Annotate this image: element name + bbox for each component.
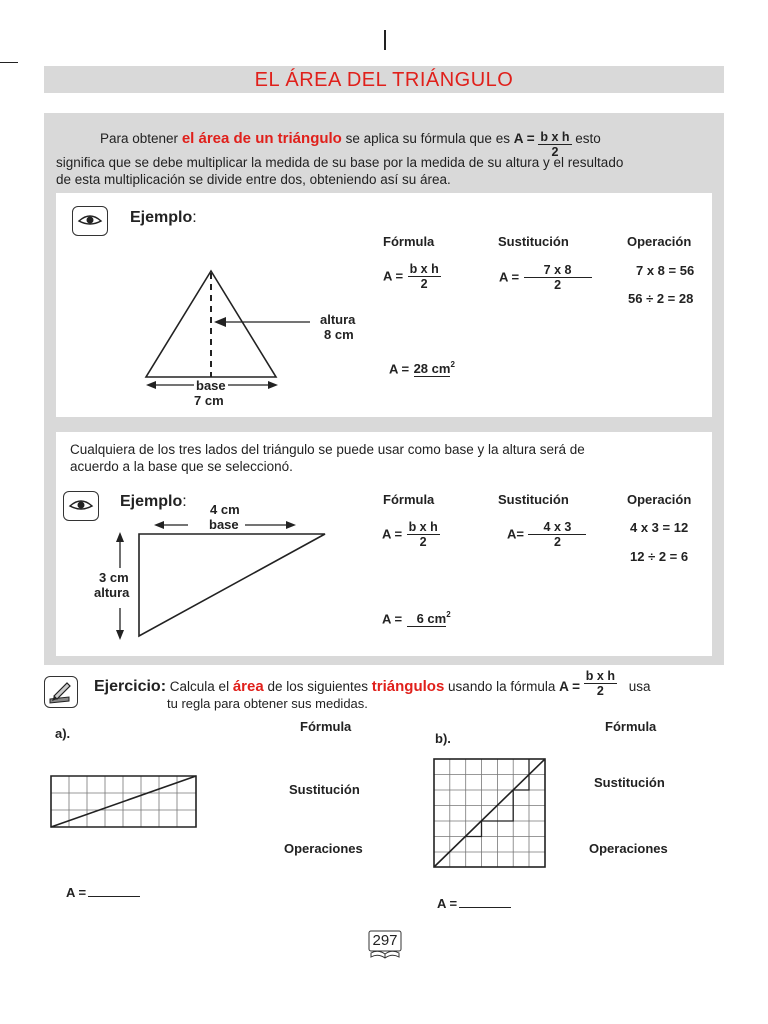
- example2-subst-lhs: A=: [507, 526, 524, 542]
- example2-subst-fraction: [528, 520, 586, 549]
- exercise-a-answer-label: A =: [66, 885, 87, 900]
- example1-subst-fraction: [524, 263, 592, 292]
- exercise-b-subst: Sustitución: [594, 775, 665, 790]
- example2-formula-den: 2: [419, 535, 427, 549]
- example2-col-op: Operación: [627, 492, 692, 507]
- eye-icon: [63, 491, 99, 521]
- example2-base-value: 4 cm: [210, 502, 240, 517]
- example2-result-value: 6 cm: [407, 611, 447, 627]
- exercise-b-answer: [437, 894, 511, 911]
- example2-formula: [382, 520, 440, 549]
- example2-subst-den: 2: [553, 535, 561, 549]
- example1-result-value: 28 cm: [413, 361, 451, 377]
- exercise-line-2: tu regla para obtener sus medidas.: [167, 696, 368, 711]
- exercise-b-formula: Fórmula: [605, 719, 657, 734]
- intro-formula-den: 2: [551, 145, 559, 159]
- exercise-b-answer-blank[interactable]: [459, 894, 511, 908]
- example1-result-lhs: A =: [389, 361, 410, 377]
- example1-height-value: 8 cm: [324, 327, 354, 342]
- example1-formula-num: b x h: [409, 262, 439, 276]
- exercise-formula-num: b x h: [585, 669, 615, 683]
- exercise-h1: área: [232, 678, 264, 696]
- page-number-badge: [368, 930, 402, 960]
- example1-base-value: 7 cm: [194, 393, 224, 408]
- example2-subst-num: 4 x 3: [528, 520, 586, 535]
- intro-formula-lhs: A =: [513, 131, 535, 147]
- example2-op2: 12 ÷ 2 = 6: [630, 549, 689, 564]
- exercise-t1: Calcula el: [166, 679, 233, 695]
- title-bar: [44, 66, 724, 93]
- exercise-a-formula: Fórmula: [300, 719, 352, 734]
- exercise-a-label: a).: [55, 726, 71, 741]
- exercise-a-subst: Sustitución: [289, 782, 360, 797]
- intro-formula-num: b x h: [540, 130, 570, 144]
- example1-result: [389, 360, 455, 378]
- example2-col-formula: Fórmula: [383, 492, 435, 507]
- example1-subst: [499, 263, 592, 292]
- exercise-t4: usa: [628, 679, 651, 695]
- example1-colon: :: [192, 209, 197, 226]
- exercise-a-answer-blank[interactable]: [88, 883, 140, 897]
- exercise-t3: usando la fórmula: [444, 679, 560, 695]
- exercise-formula-lhs: A =: [559, 679, 581, 695]
- note2-line-2: acuerdo a la base que se seleccionó.: [70, 459, 293, 474]
- intro-mid: se aplica su fórmula que es: [341, 131, 514, 147]
- example2-formula-num: b x h: [408, 520, 438, 534]
- exercise-label: Ejercicio:: [94, 678, 167, 696]
- exercise-b-answer-label: A =: [437, 896, 458, 911]
- example1-subst-den: 2: [554, 278, 562, 292]
- exercise-formula-fraction: [584, 669, 617, 698]
- example2-col-subst: Sustitución: [498, 492, 569, 507]
- example1-result-exp: 2: [450, 360, 455, 369]
- page-mark-horizontal: [0, 62, 18, 63]
- example1-formula-den: 2: [420, 277, 428, 291]
- intro-line-2: significa que se debe multiplicar la medida de su base por la medida de su altura y el resultado: [56, 155, 624, 170]
- example2-triangle: [110, 516, 350, 646]
- exercise-h2: triángulos: [371, 678, 445, 696]
- pencil-icon: [44, 676, 78, 708]
- example2-result-lhs: A =: [382, 611, 403, 627]
- example1-op2: 56 ÷ 2 = 28: [628, 291, 694, 306]
- exercise-formula-den: 2: [596, 684, 604, 698]
- exercise-a-answer: [66, 883, 140, 900]
- exercise-a-triangle-grid: [51, 776, 201, 828]
- example1-label-text: Ejemplo: [130, 209, 193, 226]
- example2-subst: [507, 520, 586, 549]
- example2-base-label: base: [209, 517, 239, 532]
- example1-base-label: base: [196, 378, 226, 393]
- page-mark-vertical: [384, 30, 386, 50]
- example1-height-label: altura: [320, 312, 356, 327]
- eye-icon: [72, 206, 108, 236]
- example2-label-text: Ejemplo: [120, 493, 183, 510]
- example1-col-formula: Fórmula: [383, 234, 435, 249]
- example2-formula-lhs: A =: [382, 526, 403, 542]
- intro-pre: Para obtener: [100, 131, 182, 147]
- intro-line-3: de esta multiplicación se divide entre dos, obteniendo así su área.: [56, 172, 451, 187]
- page-title: EL ÁREA DEL TRIÁNGULO: [254, 69, 514, 91]
- example2-height-label: altura: [94, 585, 130, 600]
- exercise-b-triangle-grid: [434, 759, 549, 869]
- exercise-b-label: b).: [435, 731, 451, 746]
- exercise-t2: de los siguientes: [263, 679, 372, 695]
- intro-highlight: el área de un triángulo: [181, 130, 342, 148]
- note2-line-1: Cualquiera de los tres lados del triángulo se puede usar como base y la altura será de: [70, 442, 585, 457]
- exercise-line-1: [94, 669, 651, 698]
- intro-line-1: [100, 120, 601, 159]
- example1-subst-num: 7 x 8: [524, 263, 592, 278]
- example1-op1: 7 x 8 = 56: [636, 263, 695, 278]
- example1-triangle: [140, 265, 440, 415]
- example2-height-value: 3 cm: [99, 570, 129, 585]
- example1-col-subst: Sustitución: [498, 234, 569, 249]
- exercise-a-ops: Operaciones: [284, 841, 363, 856]
- example2-op1: 4 x 3 = 12: [630, 520, 689, 535]
- intro-post: esto: [571, 131, 601, 147]
- example1-subst-lhs: A =: [499, 269, 520, 285]
- page-number: 297: [372, 932, 398, 949]
- example2-result-exp: 2: [446, 610, 451, 619]
- example2-formula-fraction: [407, 520, 440, 549]
- example2-colon: :: [182, 493, 187, 510]
- example1-formula-lhs: A =: [383, 268, 404, 284]
- exercise-b-ops: Operaciones: [589, 841, 668, 856]
- example1-col-op: Operación: [627, 234, 692, 249]
- example2-result: [382, 610, 451, 628]
- example1-label: [130, 209, 197, 227]
- example2-label: [120, 493, 187, 511]
